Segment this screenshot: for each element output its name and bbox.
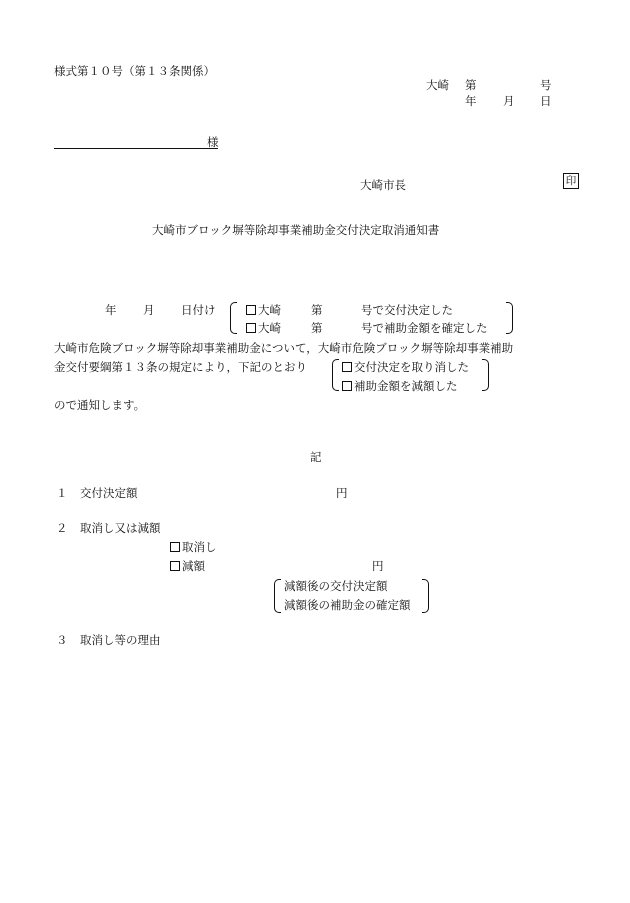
left-brace-2 [332, 359, 339, 391]
item-2-note-2: 減額後の補助金の確定額 [284, 598, 411, 612]
checkbox-item-cancel[interactable] [170, 542, 180, 552]
item-2-option-cancel-label: 取消し [182, 540, 217, 554]
option-confirmed [246, 323, 281, 335]
choice-reduce [342, 381, 458, 393]
item-2-number: ２ [56, 521, 68, 535]
option-issued [246, 305, 281, 317]
item-3-number: ３ [56, 633, 68, 647]
item-1-number: １ [56, 486, 68, 500]
left-brace-1 [230, 302, 237, 334]
choice-cancel [342, 362, 469, 374]
item-1-unit: 円 [336, 486, 348, 500]
body-line-3: 金交付要綱第１３条の規定により，下記のとおり [54, 360, 307, 374]
form-number: 様式第１０号（第１３条関係） [54, 64, 215, 78]
issue-day: 日 [540, 94, 552, 108]
option-issued-prefix: 大崎 [258, 303, 281, 317]
option-issued-dai: 第 [311, 303, 323, 317]
date-month: 月 [143, 303, 155, 317]
left-brace-3 [274, 579, 281, 613]
right-brace-1 [506, 302, 513, 334]
checkbox-issued[interactable] [246, 305, 256, 315]
right-brace-3 [422, 579, 429, 613]
document-title: 大崎市ブロック塀等除却事業補助金交付決定取消通知書 [152, 223, 440, 237]
item-2-note-1: 減額後の交付決定額 [284, 579, 388, 593]
checkbox-item-reduce[interactable] [170, 561, 180, 571]
issue-year: 年 [465, 94, 477, 108]
ki-heading: 記 [310, 450, 322, 464]
item-2-option-reduce-label: 減額 [182, 559, 205, 573]
issue-go: 号 [540, 78, 552, 92]
seal-box: 印 [563, 173, 579, 189]
item-3-label: 取消し等の理由 [80, 633, 161, 647]
body-line-2: 大崎市危険ブロック塀等除却事業補助金について，大崎市危険ブロック塀等除却事業補助 [54, 341, 514, 355]
option-confirmed-text: 号で補助金額を確定した [361, 321, 488, 335]
date-suffix: 日付け [181, 303, 216, 317]
checkbox-confirmed[interactable] [246, 323, 256, 333]
date-year: 年 [105, 303, 117, 317]
sender-name: 大崎市長 [360, 178, 406, 192]
item-2-option-cancel [170, 542, 217, 554]
issue-month: 月 [503, 94, 515, 108]
right-brace-2 [482, 359, 489, 391]
checkbox-cancel[interactable] [342, 362, 352, 372]
issuer-prefix: 大崎 [426, 78, 449, 92]
option-confirmed-prefix: 大崎 [258, 321, 281, 335]
addressee-line [54, 148, 218, 149]
item-2-option-reduce [170, 561, 205, 573]
item-2-label: 取消し又は減額 [80, 521, 161, 535]
choice-cancel-label: 交付決定を取り消した [354, 360, 469, 374]
item-1-label: 交付決定額 [80, 486, 138, 500]
option-issued-text: 号で交付決定した [361, 303, 453, 317]
item-2-unit: 円 [372, 559, 384, 573]
body-line-5: ので通知します。 [54, 398, 146, 412]
option-confirmed-dai: 第 [311, 321, 323, 335]
issue-dai: 第 [465, 78, 477, 92]
choice-reduce-label: 補助金額を減額した [354, 379, 458, 393]
checkbox-reduce[interactable] [342, 381, 352, 391]
addressee-suffix: 様 [207, 135, 219, 149]
